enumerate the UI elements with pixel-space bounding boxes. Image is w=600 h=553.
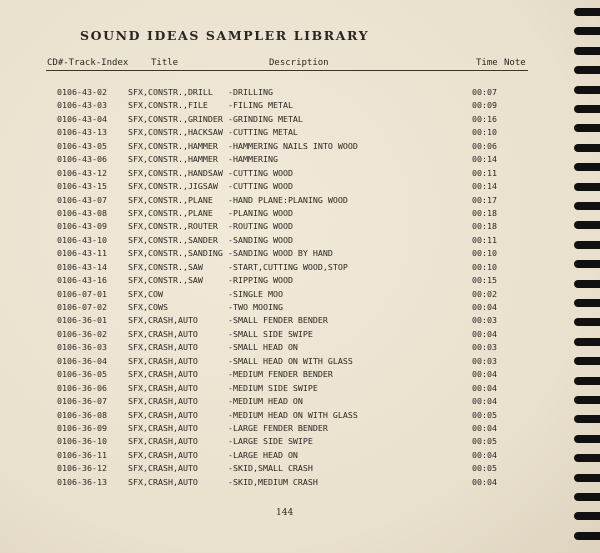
track-time-cell: 00:16 bbox=[472, 113, 497, 124]
track-id-cell: 0106-43-16 bbox=[57, 275, 107, 286]
table-row bbox=[0, 383, 600, 396]
track-description-cell: -SMALL HEAD ON WITH GLASS bbox=[228, 355, 353, 366]
track-description-cell: -ROUTING WOOD bbox=[228, 221, 293, 232]
track-time-cell: 00:18 bbox=[472, 207, 497, 218]
table-row bbox=[0, 114, 600, 127]
track-title-cell: SFX,CONSTR.,FILE bbox=[128, 100, 208, 111]
track-title-cell: SFX,CONSTR.,SANDING bbox=[128, 248, 223, 259]
track-id-cell: 0106-36-12 bbox=[57, 463, 107, 474]
table-row bbox=[0, 356, 600, 369]
binding-ring bbox=[574, 183, 600, 191]
track-description-cell: -FILING METAL bbox=[228, 100, 293, 111]
track-time-cell: 00:03 bbox=[472, 315, 497, 326]
track-description-cell: -PLANING WOOD bbox=[228, 207, 293, 218]
table-row bbox=[0, 477, 600, 490]
track-description-cell: -DRILLING bbox=[228, 87, 273, 97]
track-title-cell: SFX,CONSTR.,HAMMER bbox=[128, 140, 218, 151]
track-time-cell: 00:10 bbox=[472, 127, 497, 138]
binding-ring bbox=[574, 47, 600, 55]
table-row bbox=[0, 396, 600, 409]
table-row bbox=[0, 181, 600, 194]
track-id-cell: 0106-43-11 bbox=[57, 248, 107, 259]
track-id-cell: 0106-43-04 bbox=[57, 113, 107, 124]
page-number: 144 bbox=[276, 508, 294, 518]
track-time-cell: 00:05 bbox=[472, 436, 497, 447]
track-time-cell: 00:02 bbox=[472, 288, 497, 299]
track-id-cell: 0106-36-03 bbox=[57, 342, 107, 353]
track-time-cell: 00:04 bbox=[472, 369, 497, 380]
track-id-cell: 0106-36-07 bbox=[57, 396, 107, 407]
track-title-cell: SFX,COW bbox=[128, 288, 163, 299]
track-description-cell: -SMALL FENDER BENDER bbox=[228, 315, 328, 326]
column-header-note: Note bbox=[504, 58, 526, 68]
binding-ring bbox=[574, 415, 600, 423]
track-title-cell: SFX,CRASH,AUTO bbox=[128, 422, 198, 433]
track-title-cell: SFX,CRASH,AUTO bbox=[128, 476, 198, 487]
binding-ring bbox=[574, 532, 600, 540]
track-id-cell: 0106-43-06 bbox=[57, 154, 107, 165]
track-id-cell: 0106-36-09 bbox=[57, 422, 107, 433]
track-time-cell: 00:05 bbox=[472, 409, 497, 420]
track-title-cell: SFX,CONSTR.,DRILL bbox=[128, 87, 213, 97]
track-id-cell: 0106-43-15 bbox=[57, 181, 107, 192]
track-title-cell: SFX,CONSTR.,GRINDER bbox=[128, 113, 223, 124]
track-description-cell: -CUTTING METAL bbox=[228, 127, 298, 138]
track-id-cell: 0106-43-13 bbox=[57, 127, 107, 138]
track-title-cell: SFX,CONSTR.,PLANE bbox=[128, 207, 213, 218]
binding-ring bbox=[574, 86, 600, 94]
track-time-cell: 00:10 bbox=[472, 248, 497, 259]
track-id-cell: 0106-07-01 bbox=[57, 288, 107, 299]
track-id-cell: 0106-36-04 bbox=[57, 355, 107, 366]
track-id-cell: 0106-43-10 bbox=[57, 234, 107, 245]
track-id-cell: 0106-43-03 bbox=[57, 100, 107, 111]
spiral-binding bbox=[554, 0, 600, 553]
binding-ring bbox=[574, 338, 600, 346]
track-description-cell: -SMALL SIDE SWIPE bbox=[228, 328, 313, 339]
track-id-cell: 0106-43-02 bbox=[57, 87, 107, 97]
column-header-description: Description bbox=[269, 58, 329, 68]
table-row bbox=[0, 289, 600, 302]
track-id-cell: 0106-36-11 bbox=[57, 449, 107, 460]
table-row bbox=[0, 168, 600, 181]
page-title: SOUND IDEAS SAMPLER LIBRARY bbox=[80, 28, 370, 43]
binding-ring bbox=[574, 66, 600, 74]
table-row bbox=[0, 127, 600, 140]
track-title-cell: SFX,CRASH,AUTO bbox=[128, 342, 198, 353]
track-time-cell: 00:04 bbox=[472, 476, 497, 487]
track-description-cell: -LARGE SIDE SWIPE bbox=[228, 436, 313, 447]
binding-ring bbox=[574, 299, 600, 307]
track-id-cell: 0106-36-08 bbox=[57, 409, 107, 420]
table-row bbox=[0, 463, 600, 476]
track-title-cell: SFX,CONSTR.,SAW bbox=[128, 275, 203, 286]
track-description-cell: -MEDIUM HEAD ON bbox=[228, 396, 303, 407]
binding-ring bbox=[574, 280, 600, 288]
binding-ring bbox=[574, 221, 600, 229]
track-id-cell: 0106-36-10 bbox=[57, 436, 107, 447]
table-row bbox=[0, 423, 600, 436]
binding-ring bbox=[574, 493, 600, 501]
table-row bbox=[0, 154, 600, 167]
track-id-cell: 0106-36-02 bbox=[57, 328, 107, 339]
header-rule bbox=[46, 70, 528, 71]
track-title-cell: SFX,CRASH,AUTO bbox=[128, 315, 198, 326]
track-description-cell: -SINGLE MOO bbox=[228, 288, 283, 299]
track-description-cell: -HAMMERING NAILS INTO WOOD bbox=[228, 140, 358, 151]
track-description-cell: -MEDIUM HEAD ON WITH GLASS bbox=[228, 409, 358, 420]
binding-ring bbox=[574, 163, 600, 171]
table-row bbox=[0, 235, 600, 248]
table-row bbox=[0, 100, 600, 113]
track-title-cell: SFX,CRASH,AUTO bbox=[128, 449, 198, 460]
track-time-cell: 00:17 bbox=[472, 194, 497, 205]
track-description-cell: -LARGE FENDER BENDER bbox=[228, 422, 328, 433]
table-row bbox=[0, 221, 600, 234]
track-description-cell: -SMALL HEAD ON bbox=[228, 342, 298, 353]
binding-ring bbox=[574, 8, 600, 16]
track-id-cell: 0106-43-08 bbox=[57, 207, 107, 218]
table-row bbox=[0, 450, 600, 463]
track-id-cell: 0106-36-13 bbox=[57, 476, 107, 487]
track-description-cell: -CUTTING WOOD bbox=[228, 181, 293, 192]
track-id-cell: 0106-43-09 bbox=[57, 221, 107, 232]
track-time-cell: 00:04 bbox=[472, 302, 497, 312]
table-row bbox=[0, 410, 600, 423]
column-header-title: Title bbox=[151, 58, 179, 68]
track-title-cell: SFX,CRASH,AUTO bbox=[128, 409, 198, 420]
track-time-cell: 00:09 bbox=[472, 100, 497, 111]
track-description-cell: -GRINDING METAL bbox=[228, 113, 303, 124]
track-time-cell: 00:03 bbox=[472, 355, 497, 366]
table-row bbox=[0, 436, 600, 449]
track-title-cell: SFX,CRASH,AUTO bbox=[128, 369, 198, 380]
table-row bbox=[0, 315, 600, 328]
column-header-cd-track-index: CD#-Track-Index bbox=[47, 58, 129, 68]
track-description-cell: -HAMMERING bbox=[228, 154, 278, 165]
track-time-cell: 00:14 bbox=[472, 181, 497, 192]
track-time-cell: 00:04 bbox=[472, 422, 497, 433]
binding-ring bbox=[574, 105, 600, 113]
track-title-cell: SFX,CRASH,AUTO bbox=[128, 463, 198, 474]
track-id-cell: 0106-43-05 bbox=[57, 140, 107, 151]
track-title-cell: SFX,CRASH,AUTO bbox=[128, 382, 198, 393]
binding-ring bbox=[574, 396, 600, 404]
track-title-cell: SFX,CONSTR.,HACKSAW bbox=[128, 127, 223, 138]
binding-ring bbox=[574, 377, 600, 385]
track-description-cell: -SKID,SMALL CRASH bbox=[228, 463, 313, 474]
track-title-cell: SFX,CONSTR.,JIGSAW bbox=[128, 181, 218, 192]
binding-ring bbox=[574, 124, 600, 132]
track-title-cell: SFX,COWS bbox=[128, 302, 168, 312]
track-time-cell: 00:05 bbox=[472, 463, 497, 474]
track-list bbox=[0, 87, 600, 490]
track-description-cell: -SANDING WOOD BY HAND bbox=[228, 248, 333, 259]
binding-ring bbox=[574, 512, 600, 520]
binding-ring bbox=[574, 202, 600, 210]
track-time-cell: 00:04 bbox=[472, 396, 497, 407]
track-time-cell: 00:14 bbox=[472, 154, 497, 165]
table-row bbox=[0, 195, 600, 208]
track-description-cell: -SKID,MEDIUM CRASH bbox=[228, 476, 318, 487]
track-title-cell: SFX,CONSTR.,SANDER bbox=[128, 234, 218, 245]
table-row bbox=[0, 262, 600, 275]
track-description-cell: -MEDIUM FENDER BENDER bbox=[228, 369, 333, 380]
track-title-cell: SFX,CONSTR.,HANDSAW bbox=[128, 167, 223, 178]
track-title-cell: SFX,CRASH,AUTO bbox=[128, 355, 198, 366]
track-description-cell: -HAND PLANE:PLANING WOOD bbox=[228, 194, 348, 205]
table-row bbox=[0, 248, 600, 261]
track-time-cell: 00:03 bbox=[472, 342, 497, 353]
binding-ring bbox=[574, 318, 600, 326]
track-id-cell: 0106-36-06 bbox=[57, 382, 107, 393]
table-row bbox=[0, 141, 600, 154]
table-row bbox=[0, 208, 600, 221]
track-time-cell: 00:07 bbox=[472, 87, 497, 97]
binding-ring bbox=[574, 144, 600, 152]
track-description-cell: -RIPPING WOOD bbox=[228, 275, 293, 286]
binding-ring bbox=[574, 435, 600, 443]
track-description-cell: -LARGE HEAD ON bbox=[228, 449, 298, 460]
track-time-cell: 00:11 bbox=[472, 234, 497, 245]
track-title-cell: SFX,CONSTR.,HAMMER bbox=[128, 154, 218, 165]
track-description-cell: -START,CUTTING WOOD,STOP bbox=[228, 261, 348, 272]
track-title-cell: SFX,CONSTR.,PLANE bbox=[128, 194, 213, 205]
track-description-cell: -MEDIUM SIDE SWIPE bbox=[228, 382, 318, 393]
track-id-cell: 0106-36-01 bbox=[57, 315, 107, 326]
track-title-cell: SFX,CRASH,AUTO bbox=[128, 436, 198, 447]
binding-ring bbox=[574, 357, 600, 365]
track-description-cell: -TWO MOOING bbox=[228, 302, 283, 312]
track-time-cell: 00:15 bbox=[472, 275, 497, 286]
binding-ring bbox=[574, 474, 600, 482]
track-time-cell: 00:10 bbox=[472, 261, 497, 272]
track-title-cell: SFX,CONSTR.,SAW bbox=[128, 261, 203, 272]
column-header-time: Time bbox=[476, 58, 498, 68]
track-time-cell: 00:04 bbox=[472, 449, 497, 460]
binding-ring bbox=[574, 241, 600, 249]
track-id-cell: 0106-43-14 bbox=[57, 261, 107, 272]
track-time-cell: 00:06 bbox=[472, 140, 497, 151]
binding-ring bbox=[574, 454, 600, 462]
track-time-cell: 00:04 bbox=[472, 328, 497, 339]
binding-ring bbox=[574, 260, 600, 268]
track-id-cell: 0106-43-12 bbox=[57, 167, 107, 178]
table-row bbox=[0, 369, 600, 382]
track-id-cell: 0106-07-02 bbox=[57, 302, 107, 312]
table-row bbox=[0, 302, 600, 315]
track-time-cell: 00:18 bbox=[472, 221, 497, 232]
table-row bbox=[0, 342, 600, 355]
binding-ring bbox=[574, 27, 600, 35]
table-row bbox=[0, 87, 600, 100]
track-id-cell: 0106-43-07 bbox=[57, 194, 107, 205]
track-description-cell: -CUTTING WOOD bbox=[228, 167, 293, 178]
track-description-cell: -SANDING WOOD bbox=[228, 234, 293, 245]
track-title-cell: SFX,CRASH,AUTO bbox=[128, 328, 198, 339]
track-id-cell: 0106-36-05 bbox=[57, 369, 107, 380]
track-time-cell: 00:04 bbox=[472, 382, 497, 393]
track-title-cell: SFX,CONSTR.,ROUTER bbox=[128, 221, 218, 232]
track-time-cell: 00:11 bbox=[472, 167, 497, 178]
table-row bbox=[0, 329, 600, 342]
track-title-cell: SFX,CRASH,AUTO bbox=[128, 396, 198, 407]
table-row bbox=[0, 275, 600, 288]
